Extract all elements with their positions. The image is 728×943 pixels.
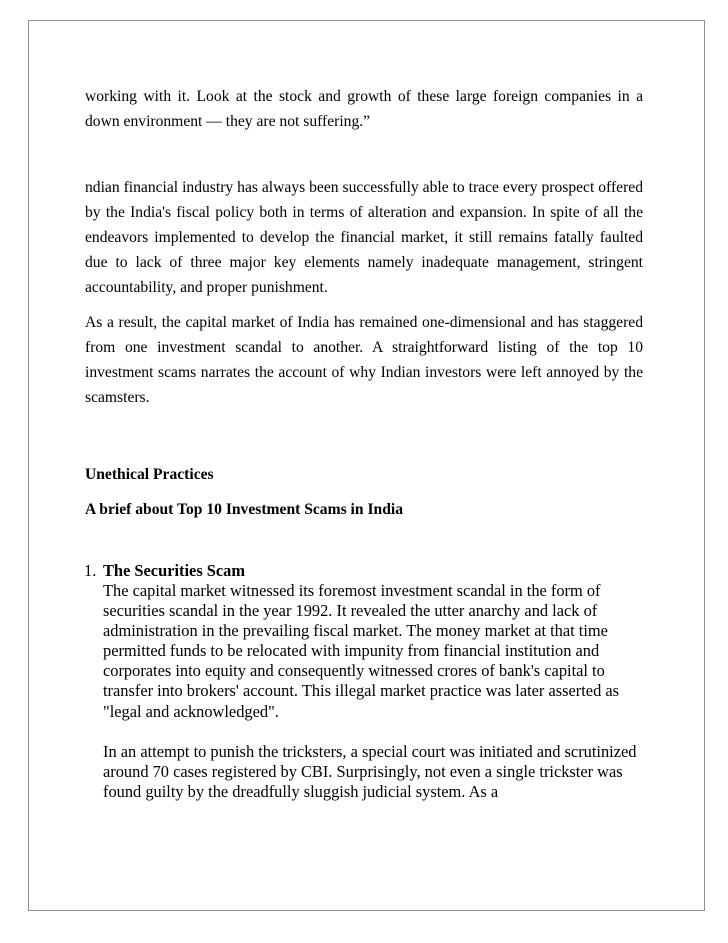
paragraph-capital-market: As a result, the capital market of India has remained one-dimensional and has staggered from one investment scandal to another. A straightforward listing of the top 10 investment scams narrates the account of why Indian investors were left annoyed by the scamsters. [85, 314, 643, 406]
list-item-number: 1. [84, 561, 97, 580]
list-item [103, 561, 643, 802]
heading-unethical-practices: Unethical Practices [85, 466, 214, 483]
document-body [85, 84, 643, 802]
list-item-title: The Securities Scam [103, 561, 246, 580]
list-item-paragraph-1: The capital market witnessed its foremost investment scandal in the form of securities scandal in the year 1992. It revealed the utter anarchy and lack of administration in the prevailing fiscal market. The money market at that time permitted funds to be relocated with impunity from financial institution and corporates into equity and consequently witnessed crores of bank's capital to transfer into brokers' account. This illegal market practice was later asserted as "legal and acknowledged". [103, 581, 620, 721]
scam-list [85, 561, 643, 802]
list-item-paragraph-2: In an attempt to punish the tricksters, a special court was initiated and scrutinized around 70 cases registered by CBI. Surprisingly, not even a single trickster was found guilty by the dreadfully sluggish judicial system. As a [103, 741, 637, 801]
paragraph-financial-industry: ndian financial industry has always been successfully able to trace every prospect offered by the India's fiscal policy both in terms of alteration and expansion. In spite of all the endeavors implemented to develop the financial market, it still remains fatally faulted due to lack of three major key elements namely inadequate management, stringent accountability, and proper punishment. [85, 179, 643, 296]
heading-top-10-scams: A brief about Top 10 Investment Scams in India [85, 501, 404, 518]
intro-paragraph: working with it. Look at the stock and growth of these large foreign companies in a down environment — they are not suffering.” [85, 88, 643, 130]
